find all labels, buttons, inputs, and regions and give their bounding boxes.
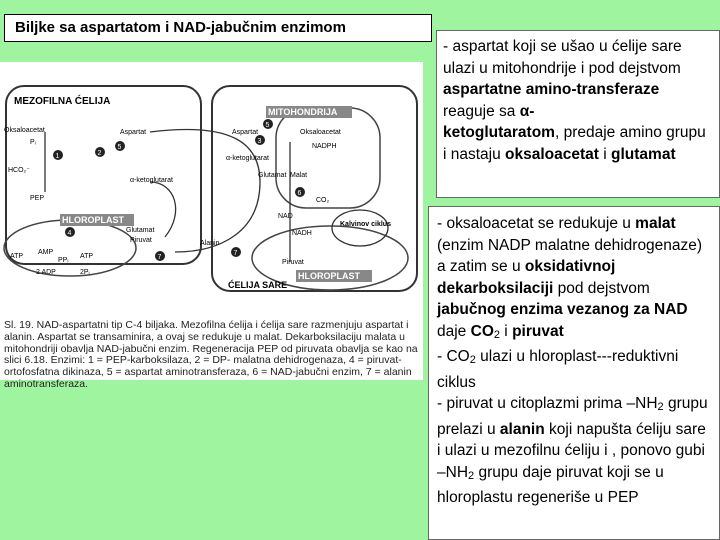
figure-caption: Sl. 19. NAD-aspartatni tip C-4 biljaka. Mezofilna ćelija i ćelija sare razmenjuju aspartat i alanin. Aspartat se transaminira, a ovaj se redukuje u malat. Dekarboksilaciju malata u mitohondriji obavlja NAD-jabučni enzim. Regeneracija PEP od piruvata obavlja se kao na slici 6.18. Enzimi: 1 = PEP-karboksilaza, 2 = DP- malatna dehidrogenaza, 4 = piruvat-ortofosfatna dikinaza, 5 = aspartat aminotransferaza, 6 = NAD-jabučni enzim, 7 = alanin aminotransferaza.	[4, 319, 418, 390]
label-pep: PEP	[30, 195, 45, 202]
malate-paragraph: - oksaloacetat se redukuje u malat (enzim NADP malatne dehidrogenaze) a zatim se u oksidativnoj dekarboksilaciji pod dejstvom jabučnog enzima vezanog za NAD daje $CO_2$ i piruvat	[437, 215, 703, 341]
label-oksaloacetat-l: Oksaloacetat	[4, 127, 45, 134]
enzyme-num-6: 6	[297, 190, 302, 197]
label-pi2: 2Pᵢ	[80, 269, 90, 276]
sheath-label: ĆELIJA SARE	[228, 280, 288, 290]
enzyme-num-7a: 7	[157, 254, 162, 261]
slide-title: Biljke sa aspartatom i NAD-jabučnim enzimom	[4, 14, 432, 42]
enzyme-num-2: 2	[97, 150, 102, 157]
label-atp-l: ATP	[10, 253, 24, 260]
label-nadph: NADPH	[312, 143, 337, 150]
chloro-left-label: HLOROPLAST	[62, 215, 124, 225]
mesophyll-cell-outline	[6, 86, 201, 264]
label-amp: AMP	[38, 249, 54, 256]
text-box-aspartate	[436, 30, 720, 198]
transport-arrow	[150, 129, 260, 252]
enzyme-num-1: 1	[55, 153, 60, 160]
label-atp-r: ATP	[80, 253, 94, 260]
mesophyll-label: MEZOFILNA ĆELIJA	[14, 96, 111, 107]
pathway-figure	[0, 62, 423, 390]
chloro-right-label: HLOROPLAST	[298, 271, 360, 281]
label-aketo-r: α-ketoglutarat	[226, 155, 269, 162]
text-box-oxaloacetate	[428, 206, 720, 540]
label-nadh: NADH	[292, 230, 312, 237]
mitochondrion	[276, 108, 380, 208]
label-malat: Malat	[290, 172, 308, 179]
label-aspartat-r: Aspartat	[232, 129, 259, 136]
co2-paragraph: - $CO_2$ ulazi u hloroplast---reduktivni ciklus	[437, 348, 679, 391]
pyruvate-paragraph: - piruvat u citoplazmi prima $-NH_2$ grupu prelazi u alanin koji napušta ćeliju sare i ulazi u mezofilnu ćeliju i , ponovo gubi $-NH_2$ grupu daje piruvat koji se u hloroplastu regeneriše u PEP	[437, 395, 708, 506]
aspartate-paragraph: - aspartat koji se ušao u ćelije sare ulazi u mitohondrije i pod dejstvom aspartatne amino-transferaze reaguje sa α- ketoglutaratom, predaje amino grupu i nastaju oksaloacetat i glutamat	[443, 38, 706, 163]
label-co2: CO₂	[316, 197, 330, 204]
label-aspartat-l: Aspartat	[120, 129, 147, 136]
label-ppi: PPᵢ	[58, 257, 69, 264]
label-glutamat-r: Glutamat	[258, 172, 287, 179]
enzyme-num-3: 3	[257, 138, 262, 145]
label-piruvat-l: Piruvat	[130, 237, 152, 244]
label-adp: 2 ADP	[36, 269, 56, 276]
label-alanin: Alanin	[200, 240, 220, 247]
label-aketo-l: α-ketoglutarat	[130, 177, 173, 184]
label-glutamat-l: Glutamat	[126, 227, 155, 234]
enzyme-num-4: 4	[67, 230, 72, 237]
label-nad: NAD	[278, 213, 293, 220]
label-piruvat-r: Piruvat	[282, 259, 304, 266]
enzyme-num-5a: 5	[117, 144, 122, 151]
label-pi: Pᵢ	[30, 139, 36, 146]
label-kalvinov: Kalvinov ciklus	[340, 221, 391, 228]
label-oksaloacetat-r: Oksaloacetat	[300, 129, 341, 136]
enzyme-num-5b: 5	[265, 122, 270, 129]
mito-label: MITOHONDRIJA	[268, 107, 338, 117]
label-hco2: HCO₂⁻	[8, 167, 30, 174]
enzyme-num-7b: 7	[233, 250, 238, 257]
